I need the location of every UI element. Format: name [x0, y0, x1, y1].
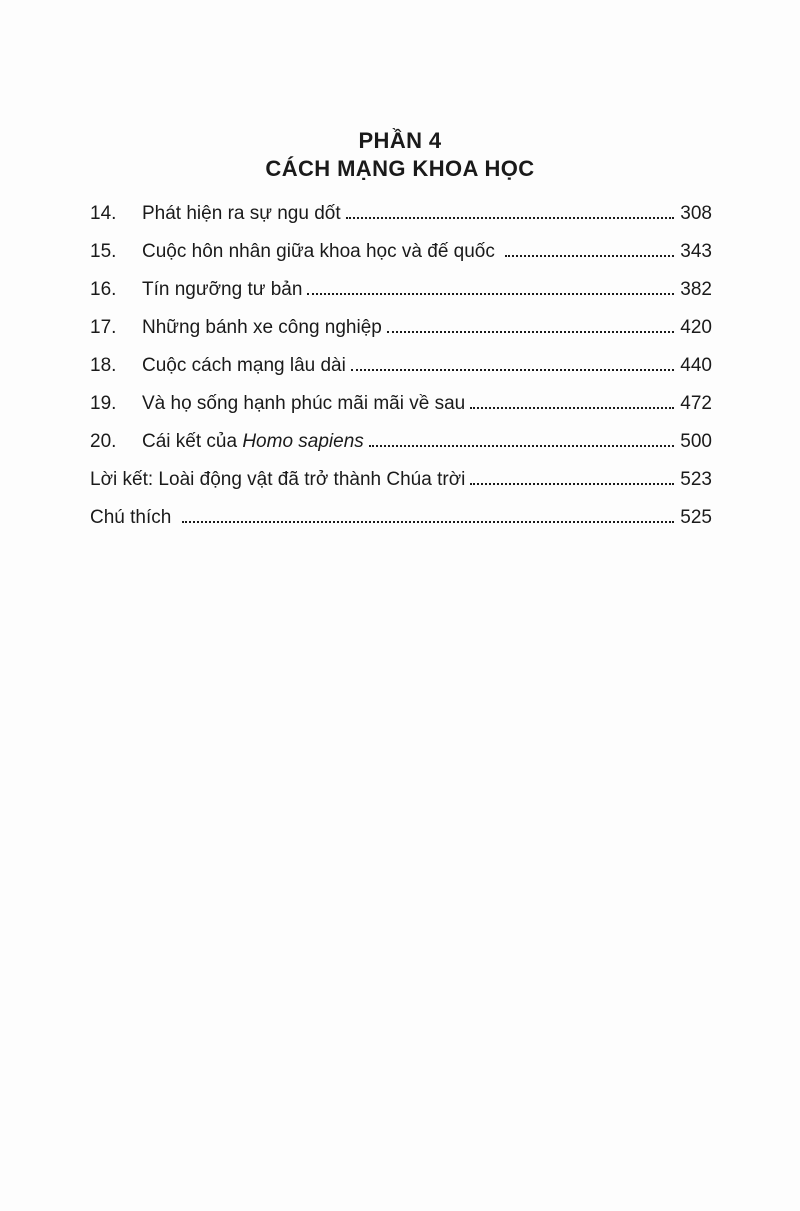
chapter-number: 15. — [90, 241, 117, 262]
page-number: 525 — [680, 507, 712, 528]
chapter-number: 17. — [90, 317, 117, 338]
chapter-number: 18. — [90, 355, 117, 376]
section-heading — [0, 0, 800, 183]
chapter-title: Phát hiện ra sự ngu dốt — [142, 203, 341, 224]
toc-entry — [90, 195, 712, 233]
dot-leader — [346, 215, 675, 219]
chapter-title: Và họ sống hạnh phúc mãi mãi về sau — [142, 393, 466, 414]
toc-entry — [90, 423, 712, 461]
page-number: 500 — [680, 431, 712, 452]
chapter-title: Những bánh xe công nghiệp — [142, 317, 382, 338]
back-matter-title: Lời kết: Loài động vật đã trở thành Chúa trời — [90, 469, 466, 490]
part-label: PHẦN 4 — [358, 128, 442, 153]
page-number: 420 — [680, 317, 712, 338]
dot-leader — [182, 519, 675, 523]
chapter-number: 16. — [90, 279, 117, 300]
dot-leader — [505, 253, 674, 257]
page-number: 343 — [680, 241, 712, 262]
chapter-title: Cuộc cách mạng lâu dài — [142, 355, 346, 376]
chapter-title-italic: Homo sapiens — [242, 431, 364, 452]
chapter-title: Tín ngưỡng tư bản — [142, 279, 303, 300]
page-number: 440 — [680, 355, 712, 376]
toc-entry — [90, 499, 712, 537]
toc-entry — [90, 347, 712, 385]
page-number: 308 — [680, 203, 712, 224]
dot-leader — [470, 481, 674, 485]
toc-list — [90, 195, 712, 537]
chapter-number: 19. — [90, 393, 117, 414]
page-number: 382 — [680, 279, 712, 300]
dot-leader — [369, 443, 675, 447]
chapter-title: Cuộc hôn nhân giữa khoa học và đế quốc — [142, 241, 501, 262]
toc-entry — [90, 233, 712, 271]
toc-entry — [90, 309, 712, 347]
dot-leader — [307, 291, 674, 295]
page-number: 472 — [680, 393, 712, 414]
back-matter-title: Chú thích — [90, 507, 177, 528]
toc-entry — [90, 461, 712, 499]
chapter-title: Cái kết của — [142, 431, 243, 452]
dot-leader — [351, 367, 674, 371]
page-number: 523 — [680, 469, 712, 490]
toc-entry — [90, 385, 712, 423]
chapter-number: 14. — [90, 203, 117, 224]
chapter-number: 20. — [90, 431, 117, 452]
dot-leader — [387, 329, 674, 333]
toc-entry — [90, 271, 712, 309]
part-title: CÁCH MẠNG KHOA HỌC — [265, 156, 535, 181]
dot-leader — [470, 405, 674, 409]
